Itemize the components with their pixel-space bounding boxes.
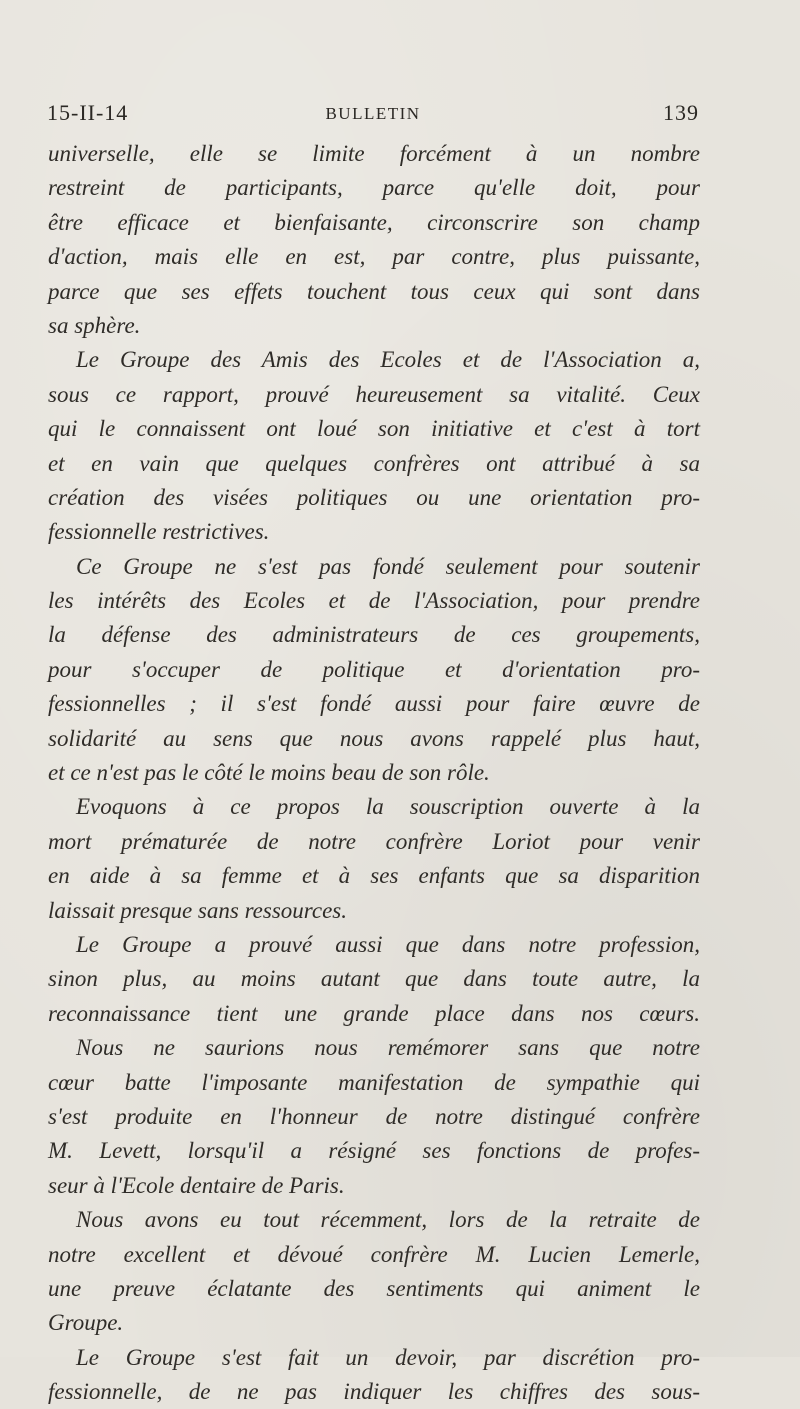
text-line: laissait presque sans ressources.	[48, 897, 347, 923]
text-line: pour s'occuper de politique et d'orientation pro-	[48, 656, 700, 682]
text-line: être efficace et bienfaisante, circonscrire son champ	[48, 209, 700, 235]
header-title: BULLETIN	[325, 104, 421, 123]
text-line: cœur batte l'imposante manifestation de sympathie qui	[48, 1069, 700, 1095]
text-line: et ce n'est pas le côté le moins beau de son rôle.	[48, 760, 490, 786]
text-line: solidarité au sens que nous avons rappelé plus haut,	[48, 725, 700, 751]
page-number: 139	[663, 100, 699, 125]
text-line: et en vain que quelques confrères ont attribué à sa	[48, 450, 700, 476]
text-line: en aide à sa femme et à ses enfants que sa disparition	[48, 863, 700, 889]
header-date: 15-II-14	[47, 100, 129, 125]
text-line: Groupe.	[48, 1310, 124, 1336]
text-line: fessionnelle, de ne pas indiquer les chiffres des sous-	[48, 1379, 700, 1405]
running-header	[47, 100, 699, 134]
text-line: Le Groupe des Amis des Ecoles et de l'Association a,	[76, 347, 700, 373]
body-text	[48, 137, 700, 1409]
text-line: mort prématurée de notre confrère Loriot pour venir	[48, 828, 700, 854]
text-line: Ce Groupe ne s'est pas fondé seulement pour soutenir	[76, 553, 700, 579]
text-line: reconnaissance tient une grande place dans nos cœurs.	[48, 1000, 700, 1026]
text-line: Evoquons à ce propos la souscription ouverte à la	[76, 794, 700, 820]
text-line: Le Groupe a prouvé aussi que dans notre profession,	[76, 931, 700, 957]
text-line: sous ce rapport, prouvé heureusement sa vitalité. Ceux	[48, 381, 700, 407]
text-line: la défense des administrateurs de ces groupements,	[48, 622, 700, 648]
text-line: création des visées politiques ou une orientation pro-	[48, 484, 700, 510]
text-line: seur à l'Ecole dentaire de Paris.	[48, 1172, 345, 1198]
text-line: universelle, elle se limite forcément à un nombre	[48, 141, 700, 166]
text-line: une preuve éclatante des sentiments qui animent le	[48, 1275, 700, 1301]
text-line: fessionnelle restrictives.	[48, 519, 270, 545]
text-line: parce que ses effets touchent tous ceux qui sont dans	[48, 278, 700, 304]
text-line: notre excellent et dévoué confrère M. Lucien Lemerle,	[48, 1241, 700, 1267]
text-line: sa sphère.	[48, 312, 141, 338]
text-line: M. Levett, lorsqu'il a résigné ses fonctions de profes-	[48, 1138, 700, 1164]
text-line: fessionnelles ; il s'est fondé aussi pour faire œuvre de	[48, 691, 700, 717]
text-line: les intérêts des Ecoles et de l'Association, pour prendre	[48, 588, 700, 614]
text-line: sinon plus, au moins autant que dans toute autre, la	[48, 966, 700, 992]
text-line: s'est produite en l'honneur de notre distingué confrère	[48, 1103, 700, 1129]
text-line: qui le connaissent ont loué son initiative et c'est à tort	[48, 416, 700, 442]
text-line: Nous ne saurions nous remémorer sans que notre	[76, 1035, 700, 1061]
text-line: Nous avons eu tout récemment, lors de la retraite de	[76, 1207, 700, 1233]
text-line: d'action, mais elle en est, par contre, plus puissante,	[48, 244, 700, 270]
text-line: Le Groupe s'est fait un devoir, par discrétion pro-	[76, 1344, 700, 1370]
text-line: restreint de participants, parce qu'elle doit, pour	[48, 175, 700, 201]
